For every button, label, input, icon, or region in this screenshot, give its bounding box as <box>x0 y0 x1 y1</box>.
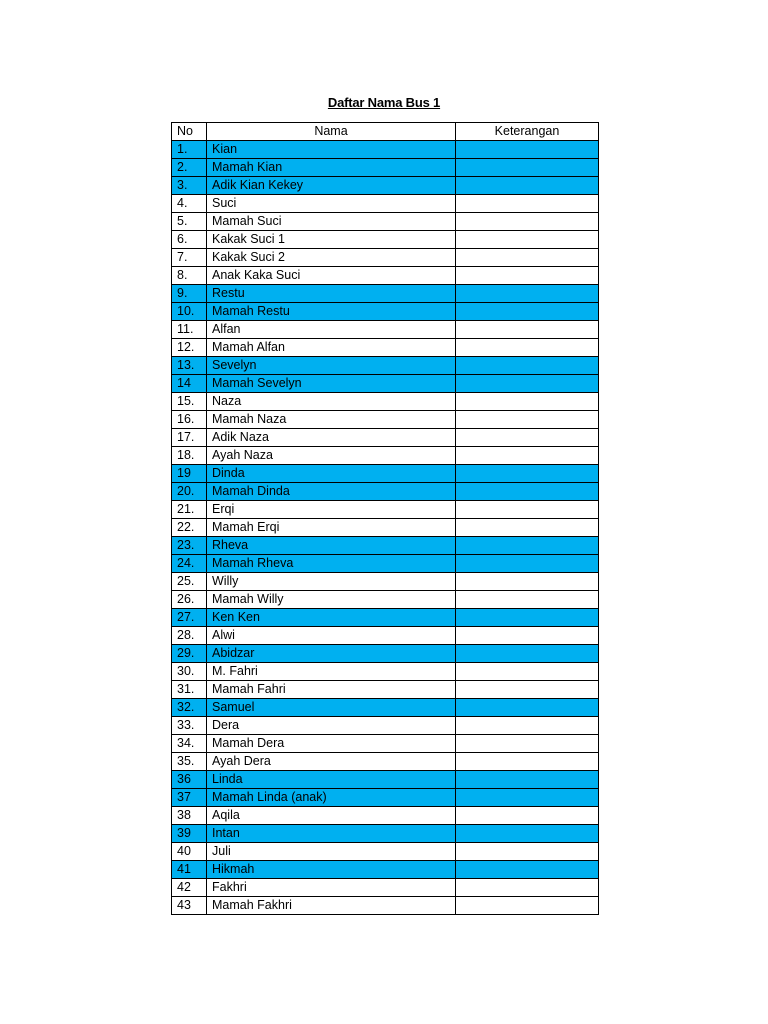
table-row <box>172 645 599 663</box>
row-name-cell: M. Fahri <box>207 663 456 681</box>
header-no: No <box>172 123 207 141</box>
row-keterangan-cell <box>456 429 599 447</box>
row-name-cell: Mamah Alfan <box>207 339 456 357</box>
row-number-cell: 40 <box>172 843 207 861</box>
row-number-cell: 20. <box>172 483 207 501</box>
table-row <box>172 519 599 537</box>
row-number-cell: 36 <box>172 771 207 789</box>
table-row <box>172 555 599 573</box>
row-number-cell: 3. <box>172 177 207 195</box>
row-number-cell: 25. <box>172 573 207 591</box>
row-keterangan-cell <box>456 483 599 501</box>
row-keterangan-cell <box>456 501 599 519</box>
row-keterangan-cell <box>456 591 599 609</box>
row-keterangan-cell <box>456 537 599 555</box>
row-name-cell: Abidzar <box>207 645 456 663</box>
row-number-cell: 21. <box>172 501 207 519</box>
row-number-cell: 38 <box>172 807 207 825</box>
row-number-cell: 37 <box>172 789 207 807</box>
row-number-cell: 26. <box>172 591 207 609</box>
row-name-cell: Sevelyn <box>207 357 456 375</box>
table-row <box>172 375 599 393</box>
row-number-cell: 23. <box>172 537 207 555</box>
table-row <box>172 339 599 357</box>
table-row <box>172 807 599 825</box>
row-number-cell: 4. <box>172 195 207 213</box>
table-row <box>172 303 599 321</box>
table-row <box>172 861 599 879</box>
table-row <box>172 141 599 159</box>
row-keterangan-cell <box>456 267 599 285</box>
row-number-cell: 32. <box>172 699 207 717</box>
passenger-table <box>171 122 599 915</box>
table-row <box>172 753 599 771</box>
table-row <box>172 249 599 267</box>
row-keterangan-cell <box>456 735 599 753</box>
table-row <box>172 411 599 429</box>
row-name-cell: Erqi <box>207 501 456 519</box>
row-number-cell: 39 <box>172 825 207 843</box>
table-header-row <box>172 123 599 141</box>
table-row <box>172 663 599 681</box>
table-row <box>172 843 599 861</box>
row-number-cell: 13. <box>172 357 207 375</box>
table-row <box>172 483 599 501</box>
row-keterangan-cell <box>456 663 599 681</box>
row-name-cell: Mamah Restu <box>207 303 456 321</box>
row-name-cell: Kakak Suci 2 <box>207 249 456 267</box>
row-number-cell: 9. <box>172 285 207 303</box>
row-number-cell: 27. <box>172 609 207 627</box>
table-row <box>172 159 599 177</box>
table-row <box>172 195 599 213</box>
row-keterangan-cell <box>456 195 599 213</box>
row-name-cell: Ken Ken <box>207 609 456 627</box>
row-number-cell: 10. <box>172 303 207 321</box>
row-keterangan-cell <box>456 393 599 411</box>
row-number-cell: 42 <box>172 879 207 897</box>
row-name-cell: Mamah Kian <box>207 159 456 177</box>
row-name-cell: Mamah Dinda <box>207 483 456 501</box>
row-number-cell: 2. <box>172 159 207 177</box>
row-number-cell: 28. <box>172 627 207 645</box>
table-row <box>172 357 599 375</box>
row-keterangan-cell <box>456 897 599 915</box>
row-number-cell: 14 <box>172 375 207 393</box>
table-row <box>172 429 599 447</box>
row-name-cell: Ayah Dera <box>207 753 456 771</box>
row-number-cell: 33. <box>172 717 207 735</box>
row-name-cell: Intan <box>207 825 456 843</box>
row-keterangan-cell <box>456 717 599 735</box>
table-row <box>172 285 599 303</box>
row-name-cell: Aqila <box>207 807 456 825</box>
row-keterangan-cell <box>456 321 599 339</box>
row-keterangan-cell <box>456 357 599 375</box>
header-keterangan: Keterangan <box>456 123 599 141</box>
row-name-cell: Mamah Erqi <box>207 519 456 537</box>
row-number-cell: 31. <box>172 681 207 699</box>
table-row <box>172 393 599 411</box>
row-number-cell: 41 <box>172 861 207 879</box>
row-keterangan-cell <box>456 519 599 537</box>
row-name-cell: Rheva <box>207 537 456 555</box>
table-row <box>172 609 599 627</box>
row-keterangan-cell <box>456 627 599 645</box>
table-row <box>172 879 599 897</box>
table-row <box>172 627 599 645</box>
table-row <box>172 465 599 483</box>
row-keterangan-cell <box>456 141 599 159</box>
table-row <box>172 231 599 249</box>
row-name-cell: Adik Naza <box>207 429 456 447</box>
table-row <box>172 717 599 735</box>
table-row <box>172 321 599 339</box>
row-name-cell: Mamah Dera <box>207 735 456 753</box>
row-name-cell: Linda <box>207 771 456 789</box>
row-name-cell: Mamah Fakhri <box>207 897 456 915</box>
table-row <box>172 537 599 555</box>
row-number-cell: 22. <box>172 519 207 537</box>
row-keterangan-cell <box>456 825 599 843</box>
table-row <box>172 699 599 717</box>
row-name-cell: Kakak Suci 1 <box>207 231 456 249</box>
row-keterangan-cell <box>456 465 599 483</box>
row-keterangan-cell <box>456 375 599 393</box>
row-name-cell: Mamah Naza <box>207 411 456 429</box>
row-number-cell: 1. <box>172 141 207 159</box>
row-keterangan-cell <box>456 843 599 861</box>
row-keterangan-cell <box>456 159 599 177</box>
row-number-cell: 5. <box>172 213 207 231</box>
row-keterangan-cell <box>456 411 599 429</box>
row-name-cell: Samuel <box>207 699 456 717</box>
row-keterangan-cell <box>456 699 599 717</box>
row-name-cell: Anak Kaka Suci <box>207 267 456 285</box>
row-name-cell: Dera <box>207 717 456 735</box>
row-name-cell: Mamah Fahri <box>207 681 456 699</box>
row-name-cell: Mamah Rheva <box>207 555 456 573</box>
table-row <box>172 735 599 753</box>
row-keterangan-cell <box>456 681 599 699</box>
row-keterangan-cell <box>456 861 599 879</box>
row-keterangan-cell <box>456 753 599 771</box>
row-name-cell: Ayah Naza <box>207 447 456 465</box>
row-name-cell: Restu <box>207 285 456 303</box>
row-number-cell: 16. <box>172 411 207 429</box>
row-name-cell: Mamah Suci <box>207 213 456 231</box>
row-name-cell: Juli <box>207 843 456 861</box>
row-name-cell: Adik Kian Kekey <box>207 177 456 195</box>
row-name-cell: Fakhri <box>207 879 456 897</box>
table-row <box>172 789 599 807</box>
row-number-cell: 18. <box>172 447 207 465</box>
table-row <box>172 213 599 231</box>
row-keterangan-cell <box>456 879 599 897</box>
row-number-cell: 19 <box>172 465 207 483</box>
table-row <box>172 825 599 843</box>
row-name-cell: Alfan <box>207 321 456 339</box>
table-row <box>172 681 599 699</box>
row-number-cell: 30. <box>172 663 207 681</box>
table-row <box>172 897 599 915</box>
row-number-cell: 7. <box>172 249 207 267</box>
row-keterangan-cell <box>456 555 599 573</box>
row-keterangan-cell <box>456 771 599 789</box>
row-name-cell: Mamah Linda (anak) <box>207 789 456 807</box>
row-keterangan-cell <box>456 447 599 465</box>
row-name-cell: Mamah Sevelyn <box>207 375 456 393</box>
row-number-cell: 24. <box>172 555 207 573</box>
row-number-cell: 8. <box>172 267 207 285</box>
row-number-cell: 43 <box>172 897 207 915</box>
row-keterangan-cell <box>456 249 599 267</box>
row-keterangan-cell <box>456 789 599 807</box>
table-row <box>172 177 599 195</box>
row-keterangan-cell <box>456 213 599 231</box>
row-number-cell: 29. <box>172 645 207 663</box>
row-name-cell: Kian <box>207 141 456 159</box>
row-number-cell: 11. <box>172 321 207 339</box>
row-keterangan-cell <box>456 573 599 591</box>
row-number-cell: 17. <box>172 429 207 447</box>
table-row <box>172 447 599 465</box>
row-number-cell: 12. <box>172 339 207 357</box>
table-row <box>172 267 599 285</box>
table-row <box>172 591 599 609</box>
row-keterangan-cell <box>456 609 599 627</box>
row-keterangan-cell <box>456 339 599 357</box>
row-keterangan-cell <box>456 231 599 249</box>
row-number-cell: 35. <box>172 753 207 771</box>
row-number-cell: 34. <box>172 735 207 753</box>
row-name-cell: Mamah Willy <box>207 591 456 609</box>
table-body <box>172 141 599 915</box>
row-keterangan-cell <box>456 177 599 195</box>
table-row <box>172 771 599 789</box>
row-name-cell: Willy <box>207 573 456 591</box>
row-name-cell: Hikmah <box>207 861 456 879</box>
row-number-cell: 15. <box>172 393 207 411</box>
row-number-cell: 6. <box>172 231 207 249</box>
row-name-cell: Naza <box>207 393 456 411</box>
row-keterangan-cell <box>456 807 599 825</box>
document-title: Daftar Nama Bus 1 <box>327 95 441 110</box>
header-nama: Nama <box>207 123 456 141</box>
row-name-cell: Alwi <box>207 627 456 645</box>
row-name-cell: Dinda <box>207 465 456 483</box>
table-row <box>172 501 599 519</box>
row-keterangan-cell <box>456 645 599 663</box>
row-keterangan-cell <box>456 285 599 303</box>
row-keterangan-cell <box>456 303 599 321</box>
table-row <box>172 573 599 591</box>
row-name-cell: Suci <box>207 195 456 213</box>
